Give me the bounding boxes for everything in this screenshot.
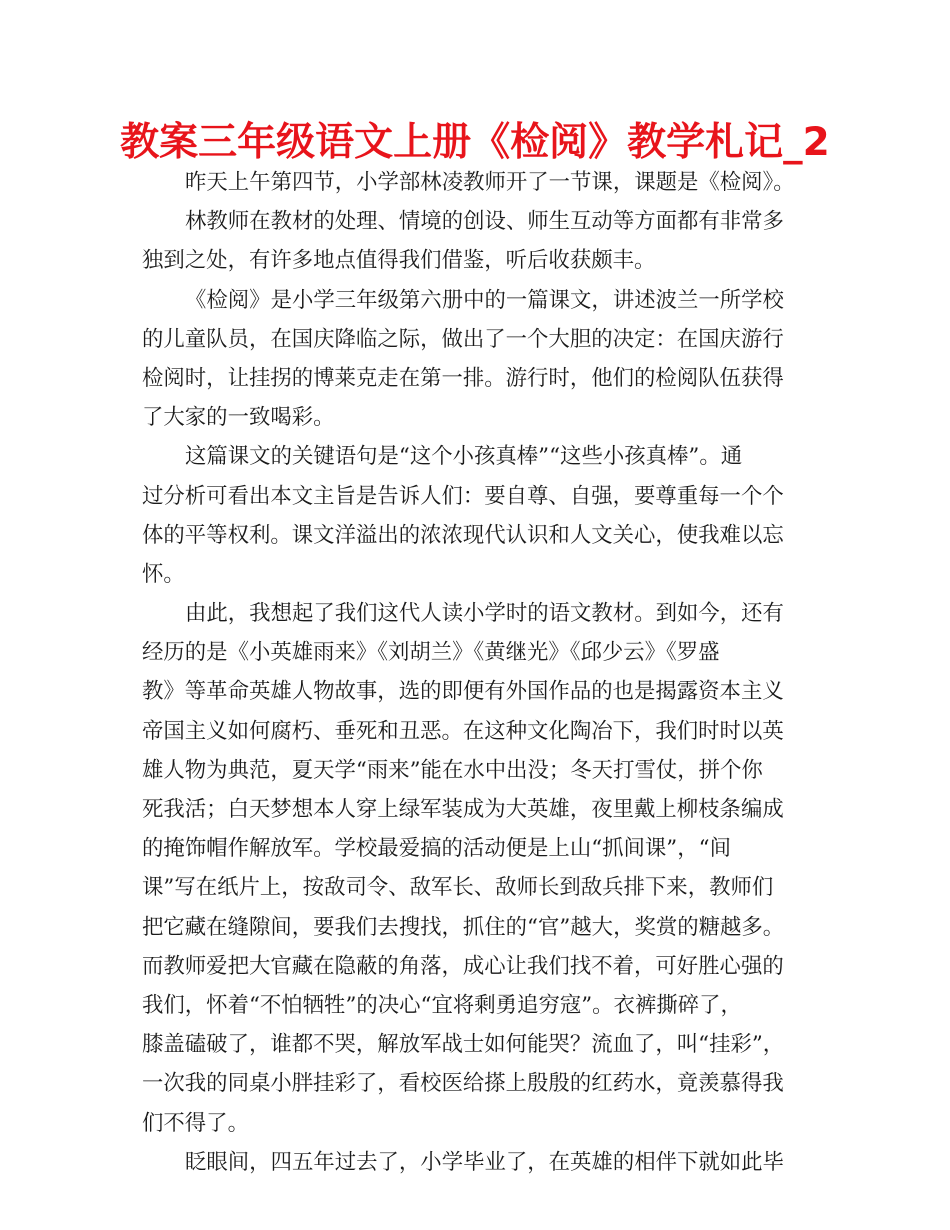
document-body	[142, 163, 812, 1182]
text-line: 眨眼间，四五年过去了，小学毕业了，在英雄的相伴下就如此毕	[185, 1149, 784, 1175]
text-line: 而教师爱把大官藏在隐蔽的角落，成心让我们找不着，可好胜心强的	[142, 953, 784, 979]
text-line: 雄人物为典范，夏天学“雨来”能在水中出没；冬天打雪仗，拼个你	[142, 757, 763, 783]
text-line: 的掩饰帽作解放军。学校最爱搞的活动便是上山“抓间课”，“间	[142, 836, 731, 862]
text-line: 过分析可看出本文主旨是告诉人们：要自尊、自强，要尊重每一个个	[142, 483, 784, 509]
text-line: 一次我的同桌小胖挂彩了，看校医给搽上殷殷的红药水，竟羡慕得我	[142, 1071, 784, 1097]
text-line: 《检阅》是小学三年级第六册中的一篇课文，讲述波兰一所学校	[185, 287, 784, 313]
paragraph	[142, 437, 812, 594]
text-line: 昨天上午第四节，小学部林凌教师开了一节课，课题是《检阅》。	[185, 170, 795, 195]
text-line: 我们，怀着“不怕牺牲”的决心“宜将剩勇追穷寇”。衣裤撕碎了，	[142, 992, 742, 1018]
text-line: 把它藏在缝隙间，要我们去搜找，抓住的“官”越大，奖赏的糖越多。	[142, 914, 785, 940]
paragraph	[142, 281, 812, 438]
text-line: 教》等革命英雄人物故事，选的即便有外国作品的也是揭露资本主义	[142, 679, 784, 705]
text-line: 怀。	[142, 561, 185, 587]
document-title: 教案三年级语文上册《检阅》教学札记_2	[120, 120, 830, 165]
text-line: 们不得了。	[142, 1110, 249, 1136]
text-line: 这篇课文的关键语句是“这个小孩真棒”“这些小孩真棒”。通	[185, 444, 743, 470]
text-line: 课”写在纸片上，按敌司令、敌军长、敌师长到敌兵排下来，教师们	[142, 875, 774, 901]
text-line: 帝国主义如何腐朽、垂死和丑恶。在这种文化陶冶下，我们时时以英	[142, 718, 784, 744]
text-line: 死我活；白天梦想本人穿上绿军装成为大英雄，夜里戴上柳枝条编成	[142, 797, 784, 822]
text-line: 经历的是《小英雄雨来》《刘胡兰》《黄继光》《邱少云》《罗盛	[142, 640, 720, 666]
text-line: 膝盖磕破了，谁都不哭，解放军战士如何能哭？流血了，叫“挂彩”，	[142, 1032, 785, 1058]
text-line: 的儿童队员，在国庆降临之际，做出了一个大胆的决定：在国庆游行	[142, 326, 784, 352]
text-line: 了大家的一致喝彩。	[142, 405, 335, 431]
text-line: 林教师在教材的处理、情境的创设、师生互动等方面都有非常多	[185, 209, 784, 235]
paragraph	[142, 1143, 812, 1182]
paragraph	[142, 594, 812, 1143]
text-line: 检阅时，让挂拐的博莱克走在第一排。游行时，他们的检阅队伍获得	[142, 365, 784, 391]
paragraph	[142, 202, 812, 280]
text-line: 体的平等权利。课文洋溢出的浓浓现代认识和人文关心，使我难以忘	[142, 522, 784, 548]
paragraph	[142, 163, 812, 202]
text-line: 由此，我想起了我们这代人读小学时的语文教材。到如今，还有	[185, 601, 784, 627]
text-line: 独到之处，有许多地点值得我们借鉴，听后收获颇丰。	[142, 248, 656, 274]
